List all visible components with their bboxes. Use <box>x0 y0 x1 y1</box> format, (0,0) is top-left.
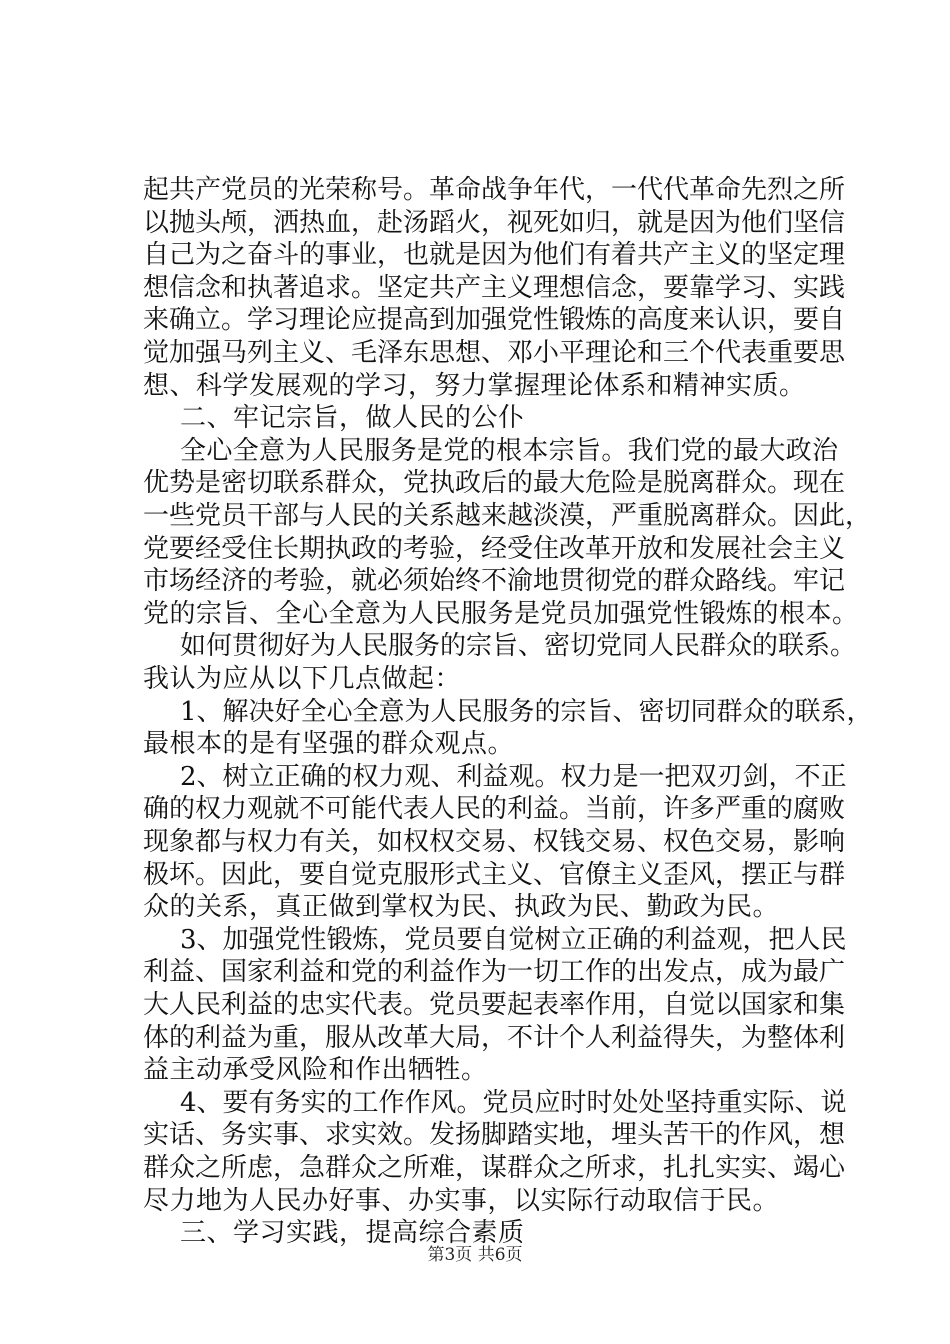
list-item-2: 2、树立正确的权力观、利益观。权力是一把双刃剑，不正 <box>180 762 847 792</box>
body-line: 一些党员干部与人民的关系越来越淡漠，严重脱离群众。因此， <box>143 501 872 531</box>
body-line: 党要经受住长期执政的考验，经受住改革开放和发展社会主义 <box>143 534 846 564</box>
list-item-3: 3、加强党性锻炼，党员要自觉树立正确的利益观，把人民 <box>180 925 847 955</box>
body-line: 群众之所虑，急群众之所难，谋群众之所求，扎扎实实、竭心 <box>143 1153 846 1183</box>
body-line: 如何贯彻好为人民服务的宗旨、密切党同人民群众的联系。 <box>180 631 857 661</box>
body-line: 觉加强马列主义、毛泽东思想、邓小平理论和三个代表重要思 <box>143 338 846 368</box>
body-line: 现象都与权力有关，如权权交易、权钱交易、权色交易，影响 <box>143 827 846 857</box>
body-line: 想、科学发展观的学习，努力掌握理论体系和精神实质。 <box>143 371 806 401</box>
list-item-4: 4、要有务实的工作作风。党员应时时处处坚持重实际、说 <box>180 1088 847 1118</box>
section-heading: 二、牢记宗旨，做人民的公仆 <box>180 403 525 433</box>
body-line: 以抛头颅，洒热血，赴汤蹈火，视死如归，就是因为他们坚信 <box>143 208 846 238</box>
body-line: 利益、国家利益和党的利益作为一切工作的出发点，成为最广 <box>143 957 846 987</box>
body-line: 优势是密切联系群众，党执政后的最大危险是脱离群众。现在 <box>143 468 846 498</box>
body-line: 市场经济的考验，就必须始终不渝地贯彻党的群众路线。牢记 <box>143 566 846 596</box>
body-line: 自己为之奋斗的事业，也就是因为他们有着共产主义的坚定理 <box>143 240 846 270</box>
body-line: 起共产党员的光荣称号。革命战争年代，一代代革命先烈之所 <box>143 175 846 205</box>
body-line: 我认为应从以下几点做起： <box>143 664 462 694</box>
section-heading: 三、学习实践，提高综合素质 <box>180 1218 525 1248</box>
list-item-1: 1、解决好全心全意为人民服务的宗旨、密切同群众的联系， <box>180 697 873 727</box>
body-line: 来确立。学习理论应提高到加强党性锻炼的高度来认识，要自 <box>143 305 846 335</box>
page-number-footer: 第3页 共6页 <box>427 1245 523 1265</box>
body-line: 想信念和执著追求。坚定共产主义理想信念，要靠学习、实践 <box>143 273 846 303</box>
body-line: 体的利益为重，服从改革大局，不计个人利益得失，为整体利 <box>143 1023 846 1053</box>
body-line: 党的宗旨、全心全意为人民服务是党员加强党性锻炼的根本。 <box>143 599 859 629</box>
body-line: 尽力地为人民办好事、办实事，以实际行动取信于民。 <box>143 1186 780 1216</box>
body-line: 众的关系，真正做到掌权为民、执政为民、勤政为民。 <box>143 892 780 922</box>
body-line: 最根本的是有坚强的群众观点。 <box>143 729 515 759</box>
body-line: 实话、务实事、求实效。发扬脚踏实地，埋头苦干的作风，想 <box>143 1120 846 1150</box>
body-line: 益主动承受风险和作出牺牲。 <box>143 1055 488 1085</box>
body-line: 极坏。因此，要自觉克服形式主义、官僚主义歪风，摆正与群 <box>143 860 846 890</box>
body-line: 确的权力观就不可能代表人民的利益。当前，许多严重的腐败 <box>143 794 846 824</box>
body-line: 大人民利益的忠实代表。党员要起表率作用，自觉以国家和集 <box>143 990 846 1020</box>
body-line: 全心全意为人民服务是党的根本宗旨。我们党的最大政治 <box>180 436 838 466</box>
